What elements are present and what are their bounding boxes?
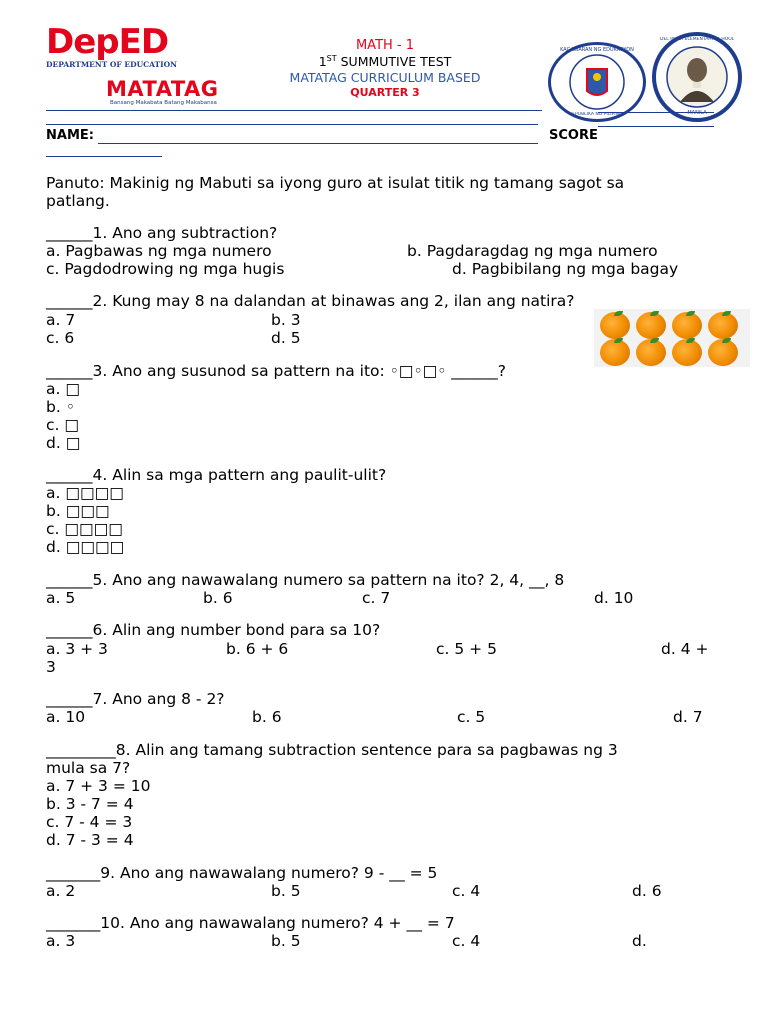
matatag-tagline: Bansang Makabata Batang Makabansa xyxy=(110,100,217,106)
header-rule-2-right xyxy=(598,126,714,127)
school-seal-text: DEL PILAR ELEMENTARY SCHOOL xyxy=(660,37,734,42)
deped-seal xyxy=(548,42,646,122)
question-3 xyxy=(46,362,506,380)
answer-blank[interactable]: ______ xyxy=(46,362,93,380)
option-d: d. Pagbibilang ng mga bagay xyxy=(452,260,679,278)
test-ordinal-sup: ST xyxy=(326,54,337,63)
answer-blank[interactable]: ______ xyxy=(46,224,93,242)
option-d: d. □ xyxy=(46,434,81,452)
orange-icon xyxy=(636,312,666,339)
question-text: 9. Ano ang nawawalang numero? 9 - __ = 5 xyxy=(100,864,438,882)
header-rule-right xyxy=(598,112,714,113)
answer-blank[interactable]: ______ xyxy=(46,571,93,589)
question-text: 3. Ano ang susunod sa pattern na ito: ◦□◦□◦ ______? xyxy=(92,362,507,380)
option-a: a. 7 + 3 = 10 xyxy=(46,777,151,795)
option-c: c. 5 + 5 xyxy=(436,640,497,658)
question-8-cont: mula sa 7? xyxy=(46,759,131,777)
option-c: c. Pagdodrowing ng mga hugis xyxy=(46,260,285,278)
option-b: b. 3 - 7 = 4 xyxy=(46,795,134,813)
deped-seal-text: KAGAWARAN NG EDUKASYON xyxy=(560,47,634,53)
option-a: a. 7 xyxy=(46,311,76,329)
answer-blank[interactable]: ______ xyxy=(46,621,93,639)
option-c: c. □□□□ xyxy=(46,520,123,538)
deped-logo-text: DepED xyxy=(46,22,169,62)
question-text: 7. Ano ang 8 - 2? xyxy=(92,690,225,708)
question-2 xyxy=(46,292,575,310)
option-d: d. 7 xyxy=(673,708,703,726)
option-d: d. □□□□ xyxy=(46,538,125,556)
option-a: a. 2 xyxy=(46,882,76,900)
question-6 xyxy=(46,621,380,639)
option-b: b. Pagdaragdag ng mga numero xyxy=(407,242,658,260)
question-text: 8. Alin ang tamang subtraction sentence para sa pagbawas ng 3 xyxy=(115,741,618,759)
option-b: b. ◦ xyxy=(46,398,75,416)
question-4 xyxy=(46,466,386,484)
question-1 xyxy=(46,224,277,242)
instructions-line2: patlang. xyxy=(46,192,110,210)
oranges-image xyxy=(594,309,750,367)
answer-blank[interactable]: _______ xyxy=(46,914,101,932)
name-field[interactable] xyxy=(98,143,538,144)
orange-icon xyxy=(672,312,702,339)
option-b: b. 6 xyxy=(252,708,282,726)
option-c: c. 7 - 4 = 3 xyxy=(46,813,133,831)
option-a: a. 10 xyxy=(46,708,86,726)
answer-blank[interactable]: ______ xyxy=(46,292,93,310)
option-a: a. 3 + 3 xyxy=(46,640,108,658)
option-a: a. 3 xyxy=(46,932,76,950)
matatag-logo xyxy=(106,78,236,110)
option-a: a. □□□□ xyxy=(46,484,124,502)
header-rule xyxy=(46,110,542,111)
header-rule-2 xyxy=(46,124,538,125)
curriculum-title: MATATAG CURRICULUM BASED xyxy=(289,70,481,85)
option-c: c. 7 xyxy=(362,589,391,607)
answer-blank[interactable]: ______ xyxy=(46,690,93,708)
option-b: b. 3 xyxy=(271,311,301,329)
option-d: d. 4 + xyxy=(661,640,709,658)
score-field[interactable] xyxy=(46,156,162,157)
orange-icon xyxy=(636,339,666,366)
option-d: d. 7 - 3 = 4 xyxy=(46,831,134,849)
deped-seal-bottom: REPUBLIKA NG PILIPINAS xyxy=(569,112,625,117)
answer-blank[interactable]: _______ xyxy=(46,864,101,882)
option-b: b. 5 xyxy=(271,932,301,950)
option-a: a. □ xyxy=(46,380,80,398)
option-d: d. 5 xyxy=(271,329,301,347)
option-b: b. □□□ xyxy=(46,502,110,520)
option-c: c. 5 xyxy=(457,708,486,726)
option-c: c. 4 xyxy=(452,882,481,900)
answer-blank[interactable]: _________ xyxy=(46,741,116,759)
option-b: b. 5 xyxy=(271,882,301,900)
score-label: SCORE xyxy=(549,128,598,143)
question-text: 2. Kung may 8 na dalandan at binawas ang 2, ilan ang natira? xyxy=(92,292,575,310)
question-text: 6. Alin ang number bond para sa 10? xyxy=(92,621,381,639)
option-b: b. 6 xyxy=(203,589,233,607)
orange-icon xyxy=(600,339,630,366)
option-d-wrap: 3 xyxy=(46,658,56,676)
question-10 xyxy=(46,914,455,932)
option-c: c. 6 xyxy=(46,329,75,347)
option-d: d. 6 xyxy=(632,882,662,900)
question-text: 5. Ano ang nawawalang numero sa pattern na ito? 2, 4, __, 8 xyxy=(92,571,565,589)
orange-icon xyxy=(672,339,702,366)
option-c: c. 4 xyxy=(452,932,481,950)
deped-logo xyxy=(46,24,176,76)
option-d: d. 10 xyxy=(594,589,634,607)
quarter-title: QUARTER 3 xyxy=(350,86,420,99)
deped-logo-sub: DEPARTMENT OF EDUCATION xyxy=(46,60,177,69)
option-a: a. 5 xyxy=(46,589,76,607)
school-seal xyxy=(652,32,742,122)
test-title xyxy=(240,54,530,69)
question-5 xyxy=(46,571,564,589)
instructions-line1: Panuto: Makinig ng Mabuti sa iyong guro at isulat titik ng tamang sagot sa xyxy=(46,174,625,192)
question-text: 1. Ano ang subtraction? xyxy=(92,224,278,242)
question-9 xyxy=(46,864,437,882)
school-seal-bottom: MANILA xyxy=(687,110,707,116)
option-a: a. Pagbawas ng mga numero xyxy=(46,242,272,260)
subject-title: MATH - 1 xyxy=(355,38,415,53)
question-8 xyxy=(46,741,618,759)
test-ordinal: 1 xyxy=(318,54,327,70)
matatag-logo-text: MATATAG xyxy=(106,77,219,101)
question-text: 4. Alin sa mga pattern ang paulit-ulit? xyxy=(92,466,387,484)
option-d: d. xyxy=(632,932,647,950)
question-text: 10. Ano ang nawawalang numero? 4 + __ = 7 xyxy=(100,914,455,932)
orange-icon xyxy=(708,312,738,339)
orange-icon xyxy=(708,339,738,366)
test-title-text: SUMMUTIVE TEST xyxy=(336,54,452,70)
orange-icon xyxy=(600,312,630,339)
question-7 xyxy=(46,690,225,708)
answer-blank[interactable]: ______ xyxy=(46,466,93,484)
name-label: NAME: xyxy=(46,128,94,143)
option-b: b. 6 + 6 xyxy=(226,640,289,658)
option-c: c. □ xyxy=(46,416,80,434)
